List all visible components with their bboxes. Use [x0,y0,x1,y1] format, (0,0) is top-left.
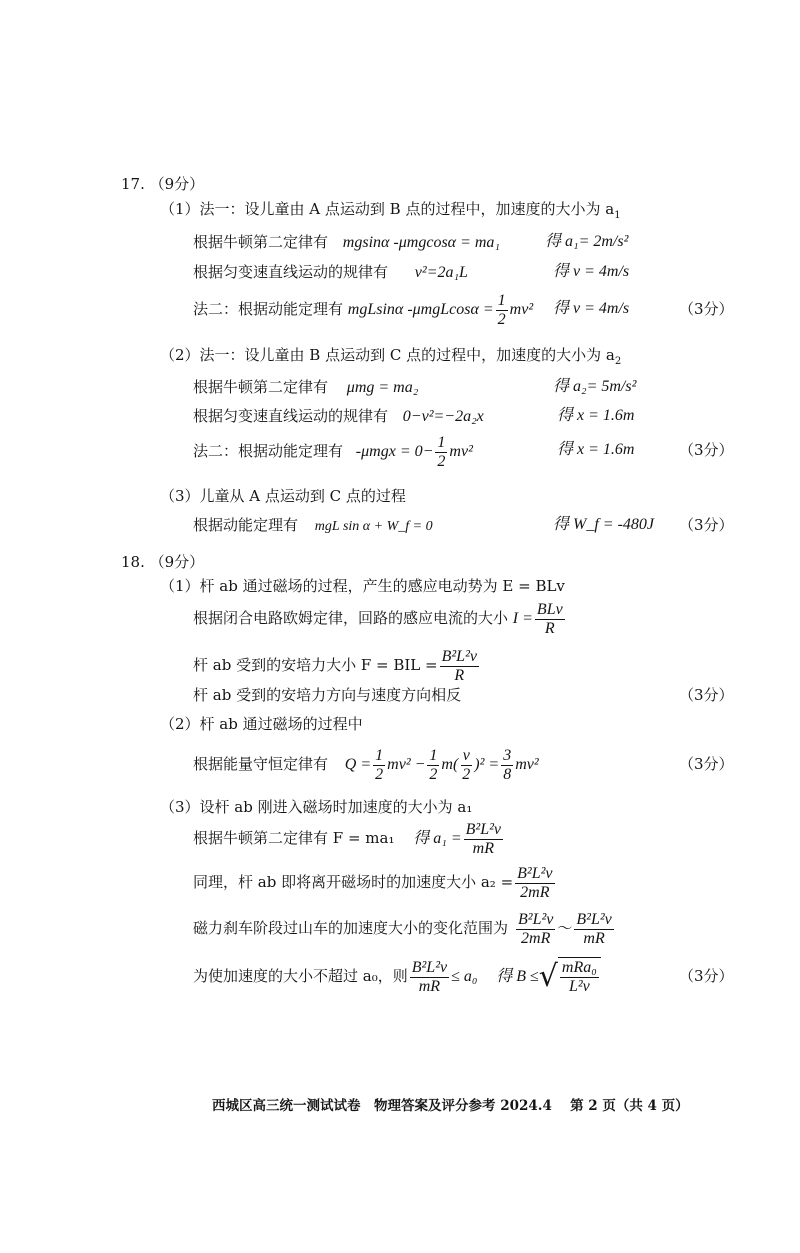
q18-p1-line2: 杆 ab 受到的安培力大小 F = BIL = $\frac{\text{B²L²v}}{R}$ [193,647,477,684]
q17-p1-intro: （1）法一：设儿童由 A 点运动到 B 点的过程中，加速度的大小为 $a_1$ [160,200,621,221]
q18-p3-line2: 同理，杆 ab 即将离开磁场时的加速度大小 a₂ = $\frac{\text{B²L²v}}{2mR}$ [193,864,553,901]
q17-p1-eq1: mgsinα -μmgcosα = ma₁ [342,234,500,251]
q18-p3-score: （3分） [679,967,734,985]
q17-p3-res1: 得 W_f = -480J [553,516,655,533]
q18-header: 18. （9分） [121,553,205,571]
q17-p3-line1: 根据动能定理有 mgL sin α + W_f = 0 [193,516,433,534]
q17-p2-score: （3分） [679,441,734,459]
q18-p1-line1: 根据闭合电路欧姆定律，回路的感应电流的大小 I = $\frac{\text{BLv}}{R}$ [193,600,563,637]
q17-p2-res2: 得 x = 1.6m [557,407,635,424]
q18-p2-line1: 根据能量守恒定律有 Q = $\frac{1}{2}$ mv² − $\frac{1}{2}$ m( $\frac{v}{2}$ )² = $\frac{3}{8}$ mv² [193,746,539,783]
q17-p3-score: （3分） [679,516,734,534]
q17-p1-score: （3分） [679,300,734,318]
q17-p2-intro: （2）法一：设儿童由 B 点运动到 C 点的过程中，加速度的大小为 $a_2$ [160,346,622,367]
q17-p2-res3: 得 x = 1.6m [557,441,635,458]
q17-p2-line1: 根据牛顿第二定律有 μmg = ma₂ [193,378,419,396]
q18-p2-score: （3分） [679,755,734,773]
q18-p1-intro: （1）杆 ab 通过磁场的过程，产生的感应电动势为 E = BLv [160,577,565,595]
q17-p1-eq2: v²=2a₁L [414,264,468,281]
q17-p1-res2: 得 v = 4m/s [553,263,630,280]
q17-p2-res1: 得 a₂= 5m/s² [553,378,637,395]
q18-p1-line3: 杆 ab 受到的安培力方向与速度方向相反 [193,686,462,704]
q17-p3-intro: （3）儿童从 A 点运动到 C 点的过程 [160,487,406,505]
q18-p3-line3: 磁力刹车阶段过山车的加速度大小的变化范围为 $\frac{\text{B²L²v}}{2mR}$ ～ $\frac{\text{B²L²v}}{mR}$ [193,910,612,947]
q18-p3-intro: （3）设杆 ab 刚进入磁场时加速度的大小为 a₁ [160,798,473,816]
q17-p1-res3: 得 v = 4m/s [553,300,630,317]
q17-p1-res1: 得 a₁= 2m/s² [545,233,629,250]
q17-p1-line2: 根据匀变速直线运动的规律有 v²=2a₁L [193,263,468,281]
q18-p1-score: （3分） [679,686,734,704]
q18-p3-line4: 为使加速度的大小不超过 a₀，则 $\frac{\text{B²L²v}}{mR}$ ≤ a₀ 得 B ≤ √ $\frac{\text{mRa₀}}{\text{L²v}}$ [193,954,601,999]
q17-header: 17. （9分） [121,175,205,193]
q17-p1-line1: 根据牛顿第二定律有 mgsinα -μmgcosα = ma₁ [193,233,500,251]
q17-p2-line3: 法二：根据动能定理有 -μmgx = 0− $\frac{1}{2}$ mv² [193,433,473,470]
q18-p3-line1: 根据牛顿第二定律有 F = ma₁ 得 a₁ = $\frac{\text{B²L²v}}{mR}$ [193,820,501,857]
q17-p2-line2: 根据匀变速直线运动的规律有 0−v²=−2a₂x [193,407,484,425]
sqrt-symbol: √ $\frac{\text{mRa₀}}{\text{L²v}}$ [539,957,601,997]
q17-p1-line3: 法二：根据动能定理有 mgLsinα -μmgLcosα = $\frac{1}{2}$ mv² [193,291,534,328]
page-footer: 西城区高三统一测试试卷 物理答案及评分参考 2024.4 第 2 页（共 4 页） [212,1098,689,1114]
q18-p2-intro: （2）杆 ab 通过磁场的过程中 [160,715,363,733]
